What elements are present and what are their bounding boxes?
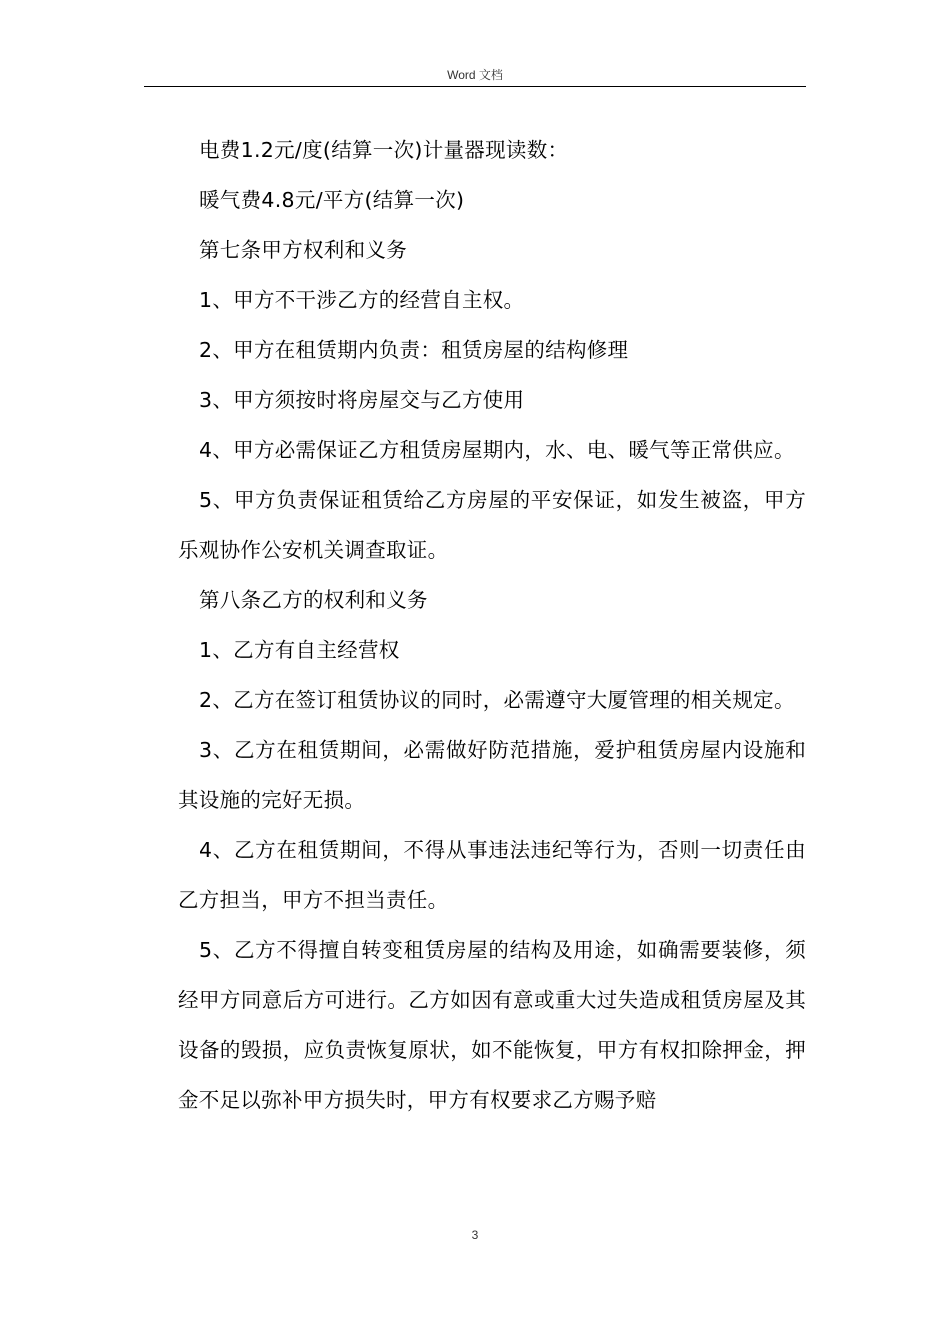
page-number: 3 [471,1228,479,1242]
article-8-item-3: 3、乙方在租赁期间，必需做好防范措施，爱护租赁房屋内设施和其设施的完好无损。 [178,738,806,812]
article-7-item-1: 1、甲方不干涉乙方的经营自主权。 [199,288,525,312]
document-body [178,125,806,1125]
article-8-item-2: 2、乙方在签订租赁协议的同时，必需遵守大厦管理的相关规定。 [199,688,795,712]
page-header: Word 文档 [447,68,503,82]
article-7-item-5: 5、甲方负责保证租赁给乙方房屋的平安保证，如发生被盗，甲方乐观协作公安机关调查取证。 [178,488,806,562]
article-8-item-1: 1、乙方有自主经营权 [199,638,400,662]
article-7-heading: 第七条甲方权利和义务 [199,238,407,262]
article-8-heading: 第八条乙方的权利和义务 [199,588,428,612]
article-7-item-4: 4、甲方必需保证乙方租赁房屋期内，水、电、暖气等正常供应。 [199,438,795,462]
article-7-item-3: 3、甲方须按时将房屋交与乙方使用 [199,388,525,412]
article-8-item-4: 4、乙方在租赁期间，不得从事违法违纪等行为，否则一切责任由乙方担当，甲方不担当责任。 [178,838,806,912]
article-8-item-5: 5、乙方不得擅自转变租赁房屋的结构及用途，如确需要装修，须经甲方同意后方可进行。乙方如因有意或重大过失造成租赁房屋及其设备的毁损，应负责恢复原状，如不能恢复，甲方有权扣除押金，押金不足以弥补甲方损失时，甲方有权要求乙方赐予赔 [178,938,806,1112]
header-divider [144,86,806,87]
paragraph-heating-fee: 暖气费4.8元/平方(结算一次) [199,188,465,212]
paragraph-electricity-fee: 电费1.2元/度(结算一次)计量器现读数： [199,138,569,162]
article-7-item-2: 2、甲方在租赁期内负责：租赁房屋的结构修理 [199,338,629,362]
